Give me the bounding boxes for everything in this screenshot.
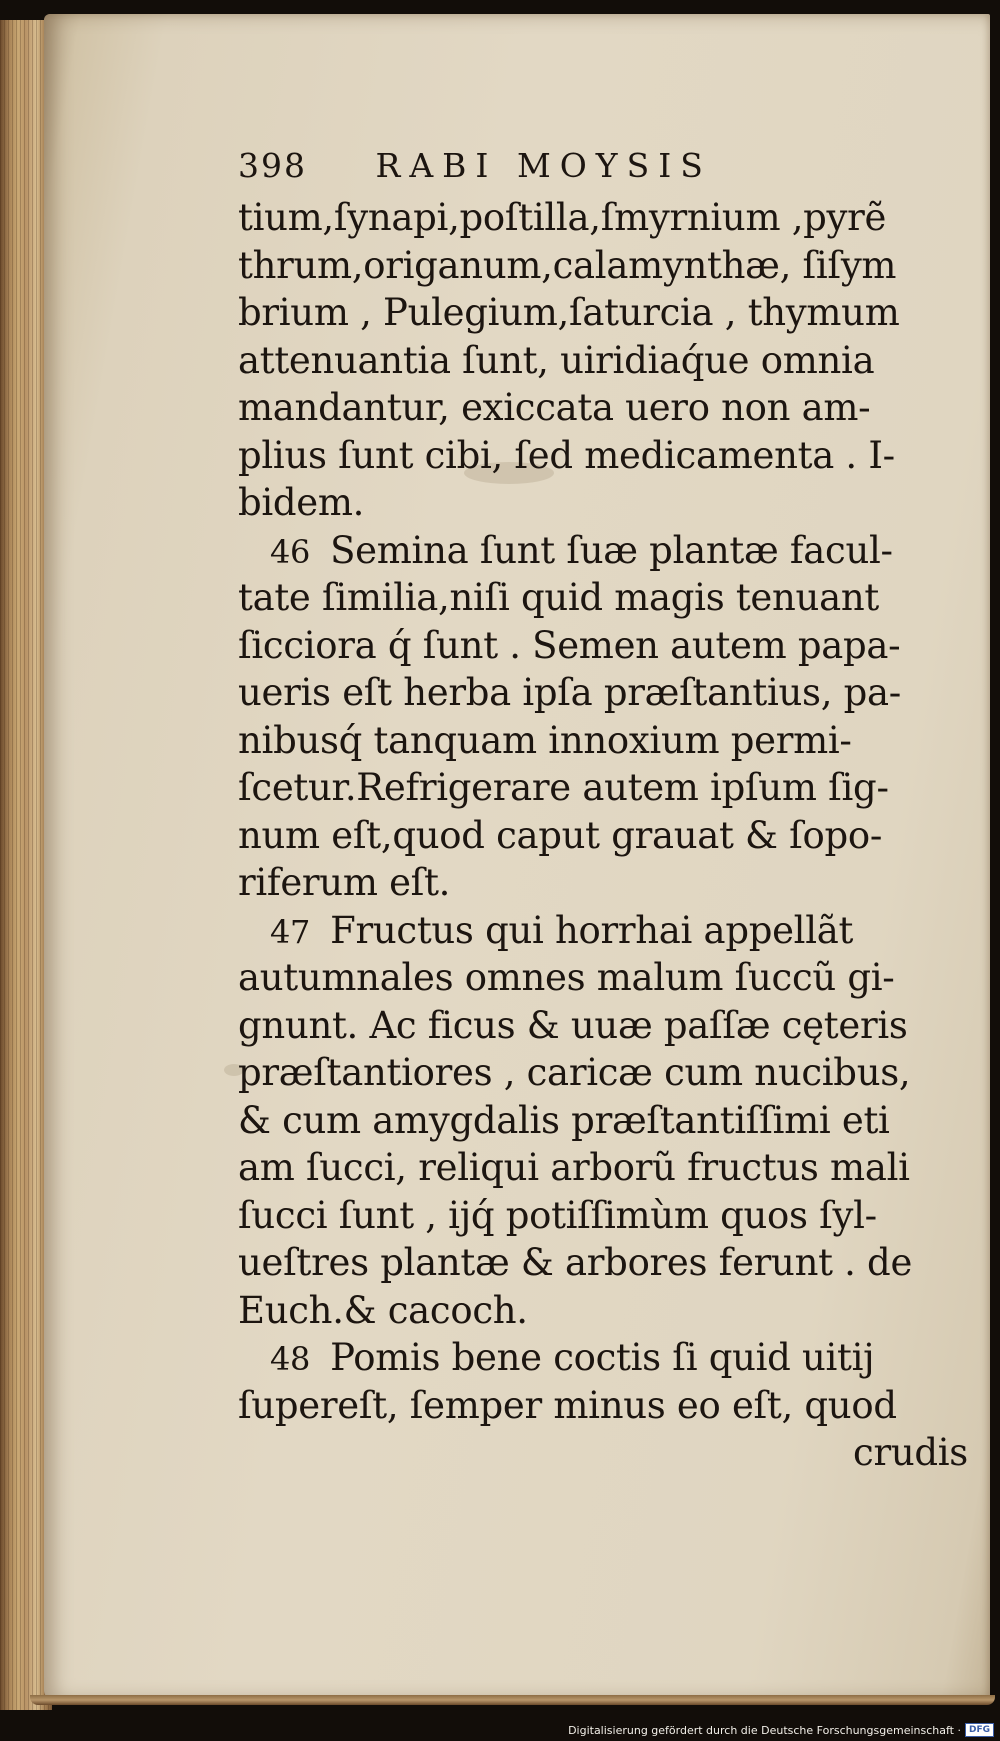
text-fragment: Semina ſunt ſuæ plantæ facul- — [330, 528, 893, 572]
section-47-first-line — [238, 907, 978, 955]
text-line: Euch.& cacoch. — [238, 1288, 528, 1332]
text-line: thrum,origanum,calamynthæ, ſiſym — [238, 243, 897, 287]
text-line: ſicciora q́ ſunt . Semen autem papa- — [238, 623, 901, 667]
text-line: ueris eſt herba ipſa præſtantius, pa- — [238, 671, 901, 714]
text-line: ſcetur.Refrigerare autem ipſum ſig- — [238, 766, 889, 809]
text-line: autumnales omnes malum ſuccũ gi- — [238, 956, 895, 999]
text-line: brium , Pulegium,ſaturcia , thymum — [238, 291, 900, 334]
section-number: 47 — [270, 912, 311, 951]
text-line: tate ſimilia,niſi quid magis tenuant — [238, 576, 879, 619]
text-line: plius ſunt cibi, ſed medicamenta . I- — [238, 433, 895, 477]
text-fragment: Pomis bene coctis ſi quid uitij — [330, 1336, 875, 1379]
text-block — [238, 142, 978, 1477]
section-number: 48 — [270, 1340, 311, 1378]
text-line: præſtantiores , caricæ cum nucibus, — [238, 1051, 911, 1094]
section-48-first-line — [238, 1334, 978, 1382]
dfg-logo: DFG — [965, 1723, 994, 1737]
text-line: nibusq́ tanquam innoxium permi- — [238, 718, 852, 762]
text-line: am ſucci, reliqui arborũ fructus mali — [238, 1146, 910, 1189]
text-line: tium,ſynapi,poſtilla,ſmyrnium ,pyrẽ — [238, 196, 887, 239]
text-line: gnunt. Ac ficus & uuæ paſſæ cęteris — [238, 1003, 908, 1047]
catchword: crudis — [853, 1431, 968, 1474]
text-line: num eſt,quod caput grauat & ſopo- — [238, 813, 883, 857]
text-line: bidem. — [238, 481, 365, 524]
section-number: 46 — [270, 532, 311, 571]
section-46-first-line — [238, 527, 978, 575]
text-line: ueſtres plantæ & arbores ferunt . de — [238, 1241, 913, 1284]
text-line: & cum amygdalis præſtantiſſimi eti — [238, 1098, 890, 1142]
digitization-credit — [568, 1723, 994, 1737]
text-line: ſucci ſunt , ijq́ potiſſimùm quos ſyl- — [238, 1193, 877, 1237]
text-line: riferum eſt. — [238, 861, 451, 904]
page-bottom-edge — [30, 1695, 995, 1705]
page-number: 398 — [238, 146, 307, 185]
text-line: attenuantia ſunt, uiridiaq́ue omnia — [238, 338, 875, 382]
page-header — [238, 142, 978, 194]
running-head: RABI MOYSIS — [375, 146, 712, 185]
text-fragment: Fructus qui horrhai appellãt — [330, 908, 854, 952]
text-line: ſupereſt, ſemper minus eo eſt, quod — [238, 1383, 897, 1427]
credit-text: Digitalisierung gefördert durch die Deutsche Forschungsgemeinschaft · — [568, 1723, 961, 1737]
text-line: mandantur, exiccata uero non am- — [238, 386, 871, 429]
